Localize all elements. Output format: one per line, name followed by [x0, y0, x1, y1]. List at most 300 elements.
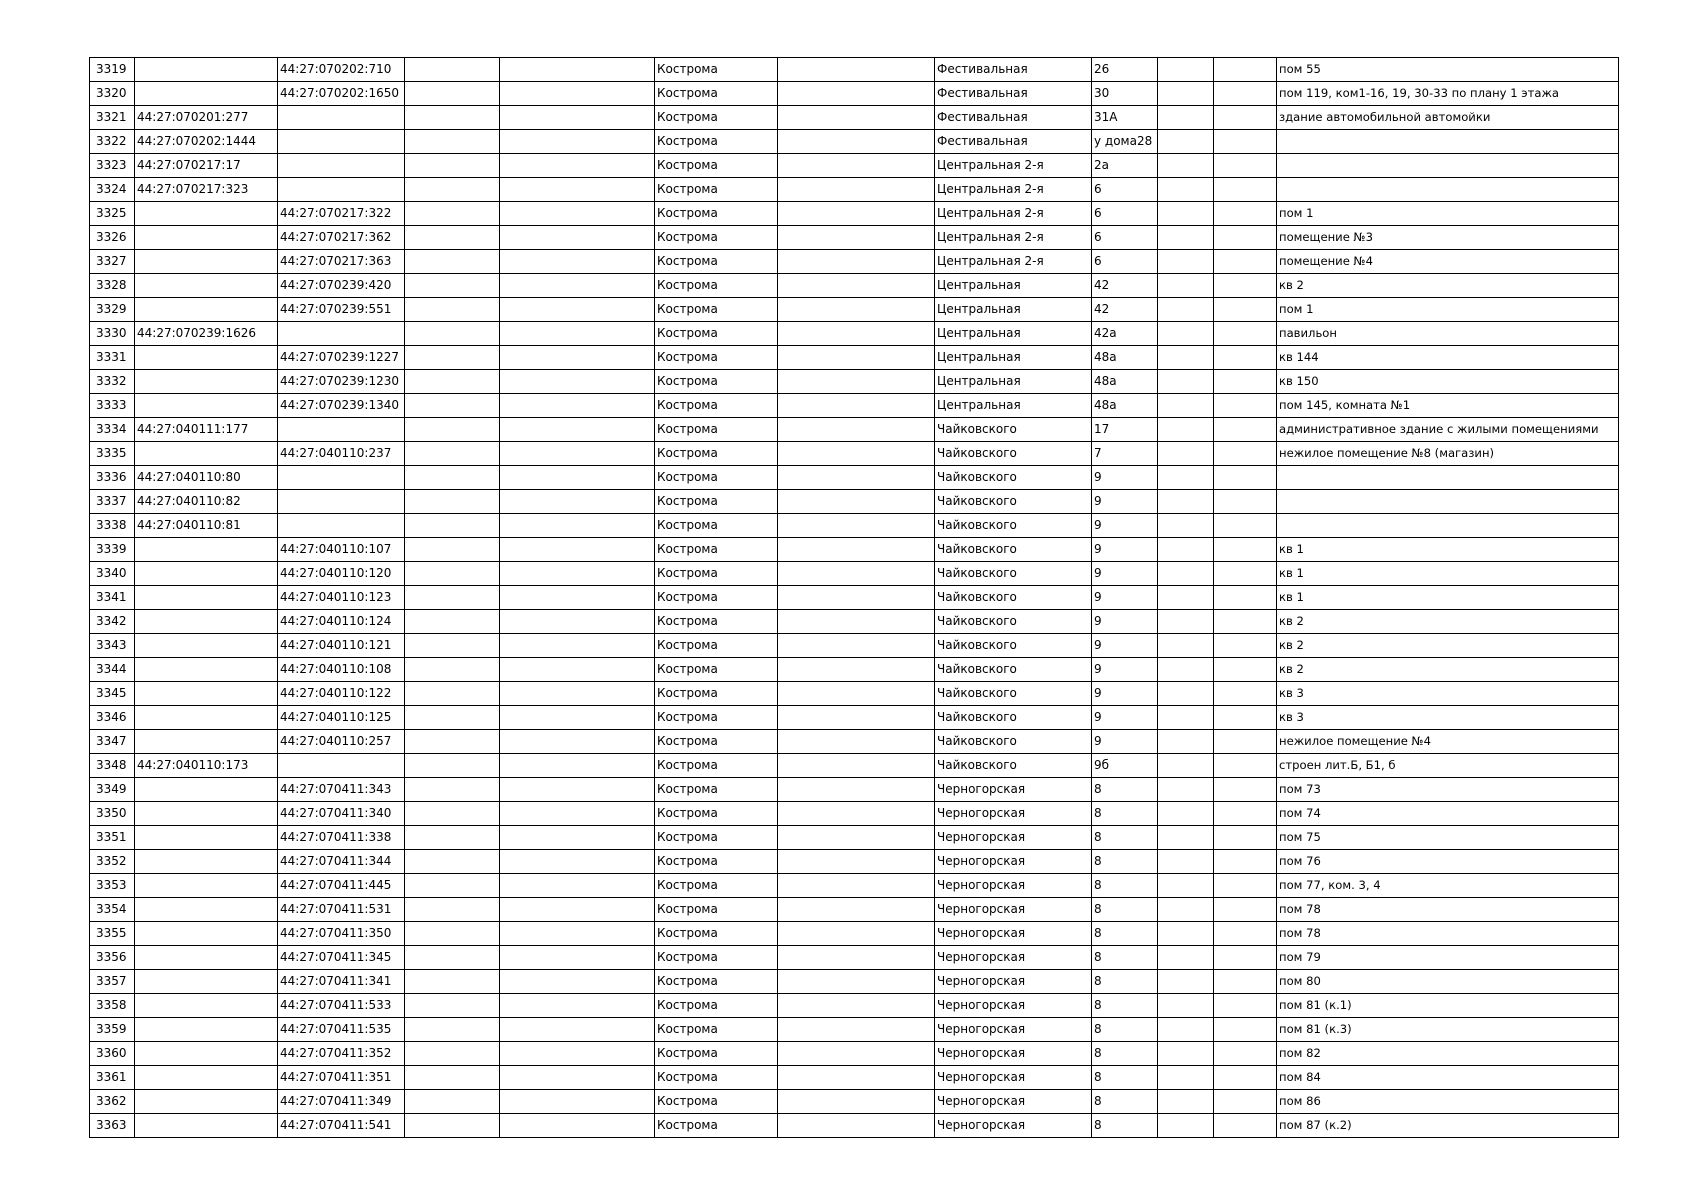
empty-cell — [500, 610, 655, 634]
empty-cell — [1158, 586, 1214, 610]
empty-cell — [500, 106, 655, 130]
empty-cell — [778, 1090, 935, 1114]
empty-cell — [500, 922, 655, 946]
house-cell: 8 — [1092, 994, 1158, 1018]
empty-cell — [405, 202, 500, 226]
table-row — [90, 658, 1619, 682]
empty-cell — [1214, 394, 1277, 418]
cadastral-number-2-cell: 44:27:040110:107 — [278, 538, 405, 562]
note-cell: пом 73 — [1277, 778, 1619, 802]
note-cell: пом 145, комната №1 — [1277, 394, 1619, 418]
empty-cell — [500, 946, 655, 970]
street-cell: Центральная — [935, 346, 1092, 370]
empty-cell — [1158, 634, 1214, 658]
empty-cell — [405, 634, 500, 658]
cadastral-number-2-cell — [278, 418, 405, 442]
empty-cell — [1214, 322, 1277, 346]
empty-cell — [778, 106, 935, 130]
note-cell: кв 1 — [1277, 586, 1619, 610]
empty-cell — [1158, 274, 1214, 298]
city-cell: Кострома — [655, 1042, 778, 1066]
empty-cell — [778, 250, 935, 274]
empty-cell — [405, 154, 500, 178]
empty-cell — [778, 466, 935, 490]
street-cell: Чайковского — [935, 706, 1092, 730]
street-cell: Чайковского — [935, 658, 1092, 682]
note-cell: помещение №3 — [1277, 226, 1619, 250]
empty-cell — [1158, 514, 1214, 538]
street-cell: Черногорская — [935, 946, 1092, 970]
empty-cell — [500, 130, 655, 154]
street-cell: Центральная — [935, 394, 1092, 418]
empty-cell — [1158, 490, 1214, 514]
empty-cell — [1214, 898, 1277, 922]
city-cell: Кострома — [655, 538, 778, 562]
empty-cell — [778, 610, 935, 634]
note-cell: пом 87 (к.2) — [1277, 1114, 1619, 1138]
cadastral-number-2-cell: 44:27:040110:257 — [278, 730, 405, 754]
city-cell: Кострома — [655, 682, 778, 706]
city-cell: Кострома — [655, 634, 778, 658]
house-cell: 6 — [1092, 226, 1158, 250]
street-cell: Центральная 2-я — [935, 250, 1092, 274]
empty-cell — [1214, 970, 1277, 994]
empty-cell — [1214, 418, 1277, 442]
cadastral-number-2-cell: 44:27:070217:362 — [278, 226, 405, 250]
empty-cell — [778, 1018, 935, 1042]
table-row — [90, 130, 1619, 154]
row-number-cell: 3335 — [90, 442, 135, 466]
cadastral-number-1-cell — [135, 898, 278, 922]
table-row — [90, 370, 1619, 394]
note-cell: кв 2 — [1277, 274, 1619, 298]
cadastral-number-2-cell: 44:27:070411:349 — [278, 1090, 405, 1114]
empty-cell — [405, 538, 500, 562]
empty-cell — [405, 706, 500, 730]
empty-cell — [500, 802, 655, 826]
cadastral-number-1-cell — [135, 610, 278, 634]
empty-cell — [778, 706, 935, 730]
cadastral-number-1-cell — [135, 946, 278, 970]
empty-cell — [1214, 1042, 1277, 1066]
row-number-cell: 3342 — [90, 610, 135, 634]
house-cell: 9 — [1092, 730, 1158, 754]
cadastral-number-1-cell — [135, 538, 278, 562]
house-cell: 42 — [1092, 298, 1158, 322]
table-row — [90, 1042, 1619, 1066]
empty-cell — [405, 226, 500, 250]
cadastral-number-2-cell: 44:27:040110:120 — [278, 562, 405, 586]
empty-cell — [405, 106, 500, 130]
empty-cell — [405, 1042, 500, 1066]
empty-cell — [405, 1090, 500, 1114]
street-cell: Черногорская — [935, 874, 1092, 898]
empty-cell — [405, 322, 500, 346]
cadastral-number-2-cell: 44:27:070411:338 — [278, 826, 405, 850]
row-number-cell: 3348 — [90, 754, 135, 778]
street-cell: Черногорская — [935, 1018, 1092, 1042]
note-cell: пом 86 — [1277, 1090, 1619, 1114]
empty-cell — [500, 994, 655, 1018]
note-cell: кв 3 — [1277, 682, 1619, 706]
city-cell: Кострома — [655, 322, 778, 346]
city-cell: Кострома — [655, 178, 778, 202]
row-number-cell: 3326 — [90, 226, 135, 250]
empty-cell — [778, 586, 935, 610]
city-cell: Кострома — [655, 994, 778, 1018]
empty-cell — [1158, 178, 1214, 202]
note-cell — [1277, 514, 1619, 538]
row-number-cell: 3336 — [90, 466, 135, 490]
house-cell: 26 — [1092, 58, 1158, 82]
city-cell: Кострома — [655, 250, 778, 274]
empty-cell — [1214, 754, 1277, 778]
register-table — [89, 57, 1619, 1138]
cadastral-number-1-cell — [135, 58, 278, 82]
empty-cell — [1214, 922, 1277, 946]
cadastral-number-2-cell: 44:27:070411:351 — [278, 1066, 405, 1090]
empty-cell — [405, 1018, 500, 1042]
empty-cell — [405, 298, 500, 322]
cadastral-number-1-cell — [135, 1042, 278, 1066]
house-cell: 9 — [1092, 610, 1158, 634]
empty-cell — [405, 946, 500, 970]
empty-cell — [1158, 370, 1214, 394]
empty-cell — [1158, 154, 1214, 178]
city-cell: Кострома — [655, 82, 778, 106]
house-cell: 7 — [1092, 442, 1158, 466]
row-number-cell: 3346 — [90, 706, 135, 730]
table-row — [90, 778, 1619, 802]
house-cell: 8 — [1092, 1042, 1158, 1066]
empty-cell — [778, 514, 935, 538]
house-cell: 31А — [1092, 106, 1158, 130]
table-row — [90, 514, 1619, 538]
cadastral-number-2-cell: 44:27:070239:1230 — [278, 370, 405, 394]
city-cell: Кострома — [655, 418, 778, 442]
row-number-cell: 3320 — [90, 82, 135, 106]
table-row — [90, 1018, 1619, 1042]
note-cell: пом 81 (к.3) — [1277, 1018, 1619, 1042]
house-cell: 9 — [1092, 466, 1158, 490]
house-cell: 8 — [1092, 1066, 1158, 1090]
empty-cell — [500, 898, 655, 922]
cadastral-number-2-cell: 44:27:070239:1227 — [278, 346, 405, 370]
empty-cell — [405, 346, 500, 370]
street-cell: Черногорская — [935, 1042, 1092, 1066]
empty-cell — [500, 538, 655, 562]
cadastral-number-1-cell — [135, 226, 278, 250]
house-cell: 8 — [1092, 898, 1158, 922]
street-cell: Фестивальная — [935, 106, 1092, 130]
empty-cell — [1214, 466, 1277, 490]
empty-cell — [778, 970, 935, 994]
city-cell: Кострома — [655, 562, 778, 586]
empty-cell — [1158, 250, 1214, 274]
cadastral-number-1-cell: 44:27:040111:177 — [135, 418, 278, 442]
empty-cell — [500, 826, 655, 850]
house-cell: 9 — [1092, 514, 1158, 538]
empty-cell — [405, 58, 500, 82]
house-cell: 9 — [1092, 706, 1158, 730]
city-cell: Кострома — [655, 130, 778, 154]
empty-cell — [1214, 130, 1277, 154]
table-row — [90, 82, 1619, 106]
empty-cell — [1158, 754, 1214, 778]
cadastral-number-2-cell: 44:27:070411:341 — [278, 970, 405, 994]
cadastral-number-1-cell: 44:27:040110:80 — [135, 466, 278, 490]
empty-cell — [1214, 586, 1277, 610]
cadastral-number-2-cell: 44:27:070217:363 — [278, 250, 405, 274]
cadastral-number-1-cell — [135, 346, 278, 370]
empty-cell — [1158, 826, 1214, 850]
empty-cell — [1158, 1114, 1214, 1138]
row-number-cell: 3340 — [90, 562, 135, 586]
empty-cell — [778, 370, 935, 394]
house-cell: 8 — [1092, 946, 1158, 970]
note-cell: кв 3 — [1277, 706, 1619, 730]
house-cell: 9 — [1092, 634, 1158, 658]
empty-cell — [500, 1042, 655, 1066]
row-number-cell: 3328 — [90, 274, 135, 298]
note-cell: пом 74 — [1277, 802, 1619, 826]
street-cell: Чайковского — [935, 610, 1092, 634]
empty-cell — [405, 178, 500, 202]
cadastral-number-1-cell — [135, 202, 278, 226]
note-cell: кв 2 — [1277, 658, 1619, 682]
empty-cell — [1158, 874, 1214, 898]
cadastral-number-1-cell — [135, 1018, 278, 1042]
note-cell: нежилое помещение №8 (магазин) — [1277, 442, 1619, 466]
city-cell: Кострома — [655, 850, 778, 874]
table-row — [90, 58, 1619, 82]
row-number-cell: 3343 — [90, 634, 135, 658]
empty-cell — [778, 946, 935, 970]
city-cell: Кострома — [655, 394, 778, 418]
cadastral-number-1-cell: 44:27:070201:277 — [135, 106, 278, 130]
empty-cell — [500, 82, 655, 106]
street-cell: Центральная 2-я — [935, 202, 1092, 226]
note-cell: пом 55 — [1277, 58, 1619, 82]
cadastral-number-2-cell: 44:27:070411:352 — [278, 1042, 405, 1066]
table-row — [90, 346, 1619, 370]
empty-cell — [500, 682, 655, 706]
cadastral-number-1-cell — [135, 586, 278, 610]
empty-cell — [1214, 1018, 1277, 1042]
empty-cell — [1158, 562, 1214, 586]
empty-cell — [1214, 106, 1277, 130]
note-cell: здание автомобильной автомойки — [1277, 106, 1619, 130]
empty-cell — [778, 898, 935, 922]
house-cell: 9б — [1092, 754, 1158, 778]
note-cell: пом 1 — [1277, 202, 1619, 226]
house-cell: 6 — [1092, 178, 1158, 202]
empty-cell — [1158, 898, 1214, 922]
empty-cell — [500, 298, 655, 322]
cadastral-number-2-cell — [278, 322, 405, 346]
table-row — [90, 586, 1619, 610]
street-cell: Черногорская — [935, 1090, 1092, 1114]
note-cell: пом 78 — [1277, 898, 1619, 922]
empty-cell — [405, 562, 500, 586]
cadastral-number-2-cell: 44:27:070411:535 — [278, 1018, 405, 1042]
row-number-cell: 3333 — [90, 394, 135, 418]
table-row — [90, 106, 1619, 130]
empty-cell — [1214, 682, 1277, 706]
note-cell: кв 150 — [1277, 370, 1619, 394]
empty-cell — [778, 394, 935, 418]
table-row — [90, 562, 1619, 586]
empty-cell — [500, 274, 655, 298]
empty-cell — [405, 802, 500, 826]
city-cell: Кострома — [655, 370, 778, 394]
row-number-cell: 3355 — [90, 922, 135, 946]
table-row — [90, 946, 1619, 970]
empty-cell — [405, 130, 500, 154]
city-cell: Кострома — [655, 1066, 778, 1090]
empty-cell — [405, 658, 500, 682]
table-row — [90, 1066, 1619, 1090]
empty-cell — [1158, 538, 1214, 562]
empty-cell — [778, 154, 935, 178]
street-cell: Черногорская — [935, 802, 1092, 826]
house-cell: 9 — [1092, 538, 1158, 562]
empty-cell — [1158, 1066, 1214, 1090]
row-number-cell: 3329 — [90, 298, 135, 322]
empty-cell — [1214, 730, 1277, 754]
street-cell: Черногорская — [935, 1114, 1092, 1138]
empty-cell — [1214, 802, 1277, 826]
empty-cell — [1214, 178, 1277, 202]
empty-cell — [500, 442, 655, 466]
street-cell: Чайковского — [935, 538, 1092, 562]
row-number-cell: 3354 — [90, 898, 135, 922]
street-cell: Черногорская — [935, 826, 1092, 850]
cadastral-number-2-cell — [278, 178, 405, 202]
note-cell — [1277, 466, 1619, 490]
empty-cell — [405, 82, 500, 106]
empty-cell — [405, 850, 500, 874]
empty-cell — [778, 778, 935, 802]
table-row — [90, 394, 1619, 418]
empty-cell — [778, 1114, 935, 1138]
cadastral-number-2-cell: 44:27:040110:108 — [278, 658, 405, 682]
row-number-cell: 3347 — [90, 730, 135, 754]
cadastral-number-1-cell — [135, 922, 278, 946]
cadastral-number-2-cell: 44:27:070411:541 — [278, 1114, 405, 1138]
row-number-cell: 3358 — [90, 994, 135, 1018]
city-cell: Кострома — [655, 586, 778, 610]
street-cell: Чайковского — [935, 442, 1092, 466]
empty-cell — [405, 730, 500, 754]
empty-cell — [500, 1066, 655, 1090]
cadastral-number-2-cell — [278, 754, 405, 778]
table-row — [90, 250, 1619, 274]
note-cell: кв 1 — [1277, 538, 1619, 562]
table-row — [90, 490, 1619, 514]
street-cell: Центральная — [935, 322, 1092, 346]
city-cell: Кострома — [655, 1018, 778, 1042]
note-cell: пом 78 — [1277, 922, 1619, 946]
city-cell: Кострома — [655, 298, 778, 322]
empty-cell — [405, 898, 500, 922]
city-cell: Кострома — [655, 514, 778, 538]
note-cell: административное здание с жилыми помещениями — [1277, 418, 1619, 442]
house-cell: 8 — [1092, 1114, 1158, 1138]
empty-cell — [405, 274, 500, 298]
note-cell: кв 2 — [1277, 634, 1619, 658]
empty-cell — [1158, 802, 1214, 826]
row-number-cell: 3363 — [90, 1114, 135, 1138]
empty-cell — [1214, 346, 1277, 370]
cadastral-number-2-cell: 44:27:070411:350 — [278, 922, 405, 946]
house-cell: 17 — [1092, 418, 1158, 442]
row-number-cell: 3330 — [90, 322, 135, 346]
row-number-cell: 3339 — [90, 538, 135, 562]
row-number-cell: 3362 — [90, 1090, 135, 1114]
table-row — [90, 1090, 1619, 1114]
table-row — [90, 226, 1619, 250]
street-cell: Чайковского — [935, 586, 1092, 610]
empty-cell — [405, 682, 500, 706]
house-cell: у дома28 — [1092, 130, 1158, 154]
cadastral-number-1-cell — [135, 1066, 278, 1090]
note-cell — [1277, 154, 1619, 178]
street-cell: Фестивальная — [935, 82, 1092, 106]
row-number-cell: 3361 — [90, 1066, 135, 1090]
table-row — [90, 442, 1619, 466]
table-row — [90, 682, 1619, 706]
city-cell: Кострома — [655, 106, 778, 130]
empty-cell — [405, 1114, 500, 1138]
row-number-cell: 3356 — [90, 946, 135, 970]
empty-cell — [1214, 994, 1277, 1018]
empty-cell — [500, 754, 655, 778]
cadastral-number-2-cell: 44:27:040110:122 — [278, 682, 405, 706]
note-cell: пом 79 — [1277, 946, 1619, 970]
empty-cell — [405, 754, 500, 778]
cadastral-number-2-cell — [278, 154, 405, 178]
empty-cell — [778, 562, 935, 586]
cadastral-number-1-cell — [135, 682, 278, 706]
empty-cell — [500, 226, 655, 250]
cadastral-number-2-cell: 44:27:070411:533 — [278, 994, 405, 1018]
city-cell: Кострома — [655, 778, 778, 802]
note-cell: кв 1 — [1277, 562, 1619, 586]
empty-cell — [500, 202, 655, 226]
house-cell: 48а — [1092, 346, 1158, 370]
note-cell — [1277, 490, 1619, 514]
table-row — [90, 1114, 1619, 1138]
house-cell: 9 — [1092, 562, 1158, 586]
street-cell: Центральная 2-я — [935, 178, 1092, 202]
note-cell: пом 80 — [1277, 970, 1619, 994]
empty-cell — [778, 994, 935, 1018]
cadastral-number-1-cell: 44:27:040110:82 — [135, 490, 278, 514]
empty-cell — [1158, 346, 1214, 370]
street-cell: Центральная 2-я — [935, 226, 1092, 250]
house-cell: 8 — [1092, 826, 1158, 850]
empty-cell — [1214, 706, 1277, 730]
city-cell: Кострома — [655, 658, 778, 682]
city-cell: Кострома — [655, 346, 778, 370]
empty-cell — [1158, 82, 1214, 106]
row-number-cell: 3341 — [90, 586, 135, 610]
cadastral-number-2-cell — [278, 466, 405, 490]
row-number-cell: 3345 — [90, 682, 135, 706]
empty-cell — [500, 346, 655, 370]
empty-cell — [405, 370, 500, 394]
